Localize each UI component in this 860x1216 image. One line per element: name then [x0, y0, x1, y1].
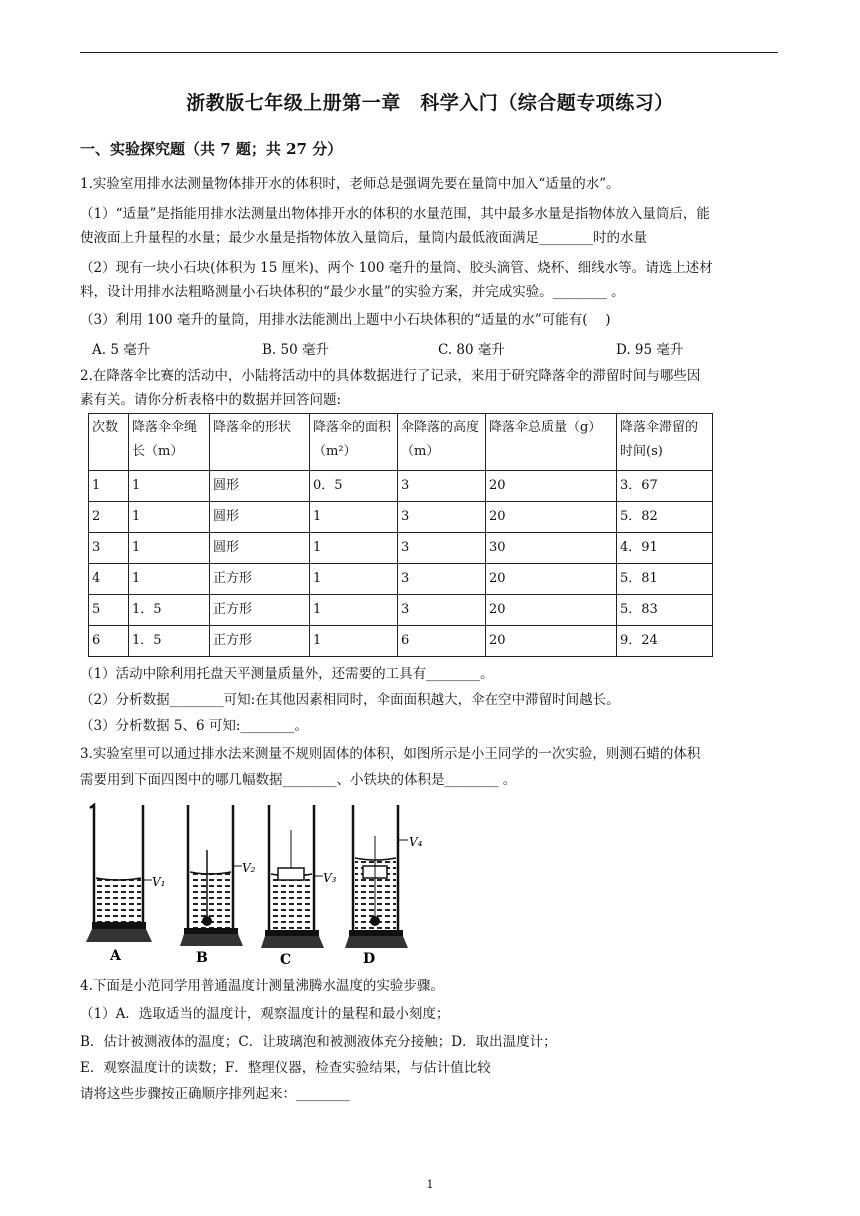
header-rule — [80, 52, 778, 53]
cylinder-d — [345, 805, 423, 965]
table-cell: 20 — [486, 626, 617, 657]
table-cell: 20 — [486, 564, 617, 595]
table-cell: 5 — [89, 595, 129, 626]
table-cell: 3 — [89, 533, 129, 564]
table-cell: 3 — [398, 533, 486, 564]
q1-part1-line2: 使液面上升量程的水量；最少水量是指物体放入量筒后，量筒内最低液面满足________时的水量 — [80, 230, 647, 246]
q4-stem: 4.下面是小范同学用普通温度计测量沸腾水温度的实验步骤。 — [80, 978, 444, 994]
table-cell: 3 — [398, 595, 486, 626]
label-a: A — [110, 948, 121, 964]
table-cell: 1 — [310, 626, 398, 657]
q1-part1-line1: （1）“适量”是指能用排水法测量出物体排开水的体积的水量范围，其中最多水量是指物体放入量筒后，能 — [80, 206, 710, 222]
table-cell: 0．5 — [310, 471, 398, 502]
table-cell: 4．91 — [617, 533, 713, 564]
table-cell: 20 — [486, 471, 617, 502]
table-cell: 9．24 — [617, 626, 713, 657]
table-header-cell: 次数 — [89, 414, 129, 471]
table-cell: 3 — [398, 564, 486, 595]
q1-part3: （3）利用 100 毫升的量筒，用排水法能测出上题中小石块体积的“适量的水”可能有( ) — [80, 312, 611, 328]
label-v2: V₂ — [242, 861, 256, 875]
table-cell: 圆形 — [210, 533, 310, 564]
table-cell: 正方形 — [210, 564, 310, 595]
table-cell: 2 — [89, 502, 129, 533]
q2-part2: （2）分析数据________可知:在其他因素相同时，伞面面积越大，伞在空中滞留时间越长。 — [80, 692, 620, 708]
table-cell: 1 — [310, 564, 398, 595]
q1-option-d: D. 95 毫升 — [616, 342, 684, 358]
table-cell: 3．67 — [617, 471, 713, 502]
q1-part2-line2: 料，设计用排水法粗略测量小石块体积的“最少水量”的实验方案，并完成实验。________ 。 — [80, 284, 625, 300]
q4-step1: （1）A．选取适当的温度计，观察温度计的量程和最小刻度； — [80, 1006, 450, 1022]
label-c: C — [280, 952, 292, 965]
table-header-cell: 降落伞的面积（m²） — [310, 414, 398, 471]
q3-stem-line2: 需要用到下面四图中的哪几幅数据________、小铁块的体积是________ 。 — [80, 772, 517, 788]
q1-options — [80, 338, 780, 358]
table-row — [89, 626, 713, 657]
table-cell: 3 — [398, 471, 486, 502]
table-cell: 5．83 — [617, 595, 713, 626]
table-cell: 5．81 — [617, 564, 713, 595]
table-cell: 正方形 — [210, 626, 310, 657]
table-cell: 1．5 — [129, 626, 210, 657]
table-cell: 圆形 — [210, 471, 310, 502]
table-cell: 1 — [129, 533, 210, 564]
page-number: 1 — [426, 1178, 434, 1191]
table-cell: 1 — [129, 471, 210, 502]
table-row — [89, 471, 713, 502]
q4-step3: E．观察温度计的读数；F．整理仪器，检查实验结果，与估计值比较 — [80, 1060, 491, 1076]
label-d: D — [363, 951, 376, 965]
q1-option-a: A. 5 毫升 — [92, 342, 151, 358]
table-cell: 圆形 — [210, 502, 310, 533]
q2-stem-line2: 素有关。请你分析表格中的数据并回答问题: — [80, 392, 342, 408]
label-b: B — [196, 950, 208, 965]
label-v1: V₁ — [152, 875, 166, 889]
q1-option-c: C. 80 毫升 — [438, 342, 505, 358]
cylinder-b — [180, 805, 256, 965]
cylinder-c — [261, 805, 337, 965]
label-v4: V₄ — [409, 835, 423, 849]
table-cell: 5．82 — [617, 502, 713, 533]
table-row — [89, 533, 713, 564]
table-cell: 1 — [310, 502, 398, 533]
table-cell: 3 — [398, 502, 486, 533]
parachute-data-table — [88, 413, 713, 657]
table-cell: 1 — [310, 595, 398, 626]
table-header-cell: 降落伞滞留的时间(s) — [617, 414, 713, 471]
table-cell: 6 — [89, 626, 129, 657]
table-cell: 4 — [89, 564, 129, 595]
table-header-row — [89, 414, 713, 471]
table-row — [89, 502, 713, 533]
label-v3: V₃ — [323, 871, 337, 885]
page-title: 浙教版七年级上册第一章 科学入门（综合题专项练习） — [186, 92, 674, 114]
table-cell: 1．5 — [129, 595, 210, 626]
q4-step2: B．估计被测液体的温度；C．让玻璃泡和被测液体充分接触；D．取出温度计； — [80, 1034, 557, 1050]
q2-stem-line1: 2.在降落伞比赛的活动中，小陆将活动中的具体数据进行了记录，来用于研究降落伞的滞留时间与哪些因 — [80, 368, 701, 384]
table-cell: 6 — [398, 626, 486, 657]
q4-prompt: 请将这些步骤按正确顺序排列起来：________ — [80, 1086, 350, 1102]
q2-part3: （3）分析数据 5、6 可知:________。 — [80, 718, 308, 734]
table-cell: 1 — [129, 502, 210, 533]
table-cell: 20 — [486, 502, 617, 533]
q2-part1: （1）活动中除利用托盘天平测量质量外，还需要的工具有________。 — [80, 666, 494, 682]
table-cell: 1 — [89, 471, 129, 502]
table-header-cell: 降落伞总质量（g） — [486, 414, 617, 471]
cylinder-a — [86, 805, 165, 964]
q3-stem-line1: 3.实验室里可以通过排水法来测量不规则固体的体积，如图所示是小王同学的一次实验，则测石蜡的体积 — [80, 746, 701, 762]
table-row — [89, 595, 713, 626]
table-header-cell: 降落伞的形状 — [210, 414, 310, 471]
table-cell: 正方形 — [210, 595, 310, 626]
measuring-cylinders-figure — [80, 800, 460, 965]
table-cell: 1 — [129, 564, 210, 595]
table-header-cell: 降落伞伞绳长（m） — [129, 414, 210, 471]
section-heading: 一、实验探究题（共 7 题；共 27 分） — [80, 140, 343, 158]
table-cell: 30 — [486, 533, 617, 564]
q1-option-b: B. 50 毫升 — [262, 342, 329, 358]
table-row — [89, 564, 713, 595]
table-header-cell: 伞降落的高度（m） — [398, 414, 486, 471]
table-cell: 1 — [310, 533, 398, 564]
q1-part2-line1: （2）现有一块小石块(体积为 15 厘米)、两个 100 毫升的量筒、胶头滴管、烧杯、细线水等。请选上述材 — [80, 260, 713, 276]
q1-stem: 1.实验室用排水法测量物体排开水的体积时，老师总是强调先要在量筒中加入“适量的水”。 — [80, 176, 620, 192]
table-cell: 20 — [486, 595, 617, 626]
